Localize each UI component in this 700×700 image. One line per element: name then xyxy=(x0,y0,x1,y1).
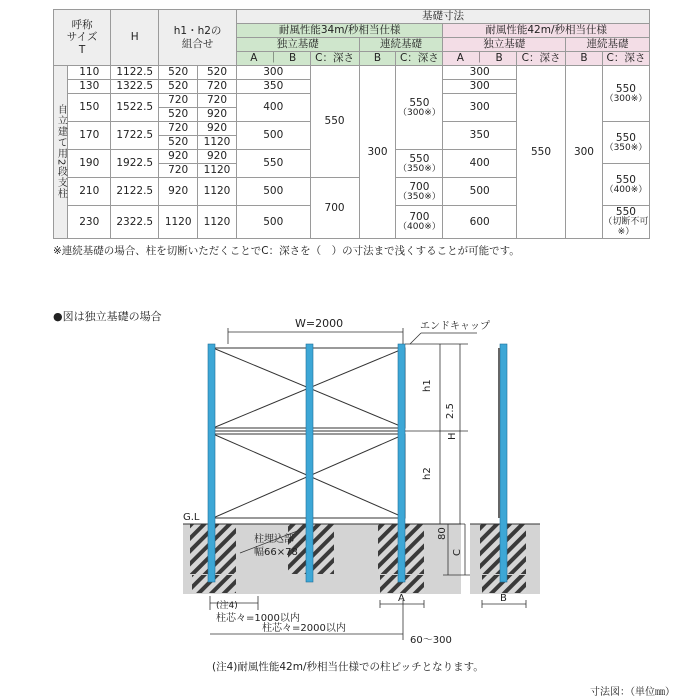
s42-con-c: 550 （300※） xyxy=(602,66,649,122)
dim-25-label: 2.5 xyxy=(445,403,456,419)
row-h2: 1120 xyxy=(198,164,237,178)
side-label: 自立建て用2段支柱 xyxy=(54,66,68,239)
row-t: 130 xyxy=(68,80,111,94)
row-h1: 520 xyxy=(159,66,198,80)
s34-con-c: 550 （350※） xyxy=(396,150,443,178)
row-h1: 920 xyxy=(159,178,198,206)
s34-ind-c: 700 xyxy=(310,178,359,239)
spec34-con-b-header: B xyxy=(359,52,396,66)
post xyxy=(208,344,215,582)
row-h2: 1120 xyxy=(198,136,237,150)
note4-label: (注4) xyxy=(216,601,238,611)
h-label: H xyxy=(447,432,458,440)
row-h2: 1120 xyxy=(198,178,237,206)
spec42-header: 耐風性能42m/秒相当仕様 xyxy=(443,24,650,38)
embed-label-2: 幅66×78 xyxy=(254,547,298,558)
row-h2: 720 xyxy=(198,80,237,94)
row-h: 1322.5 xyxy=(111,80,159,94)
row-h2: 720 xyxy=(198,94,237,108)
row-t: 190 xyxy=(68,150,111,178)
s34-ab: 350 xyxy=(236,80,310,94)
spec42-con-c-header: C：深さ xyxy=(602,52,649,66)
s34-ab: 500 xyxy=(236,206,310,239)
row-t: 110 xyxy=(68,66,111,80)
spec42-con-b-header: B xyxy=(566,52,603,66)
end-cap-label: エンドキャップ xyxy=(420,321,490,332)
row-h1: 520 xyxy=(159,136,198,150)
side-panel xyxy=(498,348,500,518)
s42-ab: 400 xyxy=(443,150,517,178)
s34-ab: 550 xyxy=(236,150,310,178)
spec42-independent-header: 独立基礎 xyxy=(443,38,566,52)
s42-con-b: 300 xyxy=(566,66,603,239)
h1-label: h1 xyxy=(422,379,433,392)
spec34-con-c-header: C：深さ xyxy=(396,52,443,66)
row-t: 150 xyxy=(68,94,111,122)
row-h1: 920 xyxy=(159,150,198,164)
size-header: 呼称 サイズ T xyxy=(54,10,111,66)
foundation-header: 基礎寸法 xyxy=(236,10,649,24)
embed-label-1: 柱埋込部 xyxy=(254,534,294,545)
row-h: 1122.5 xyxy=(111,66,159,80)
s34-ab: 500 xyxy=(236,178,310,206)
row-h1: 720 xyxy=(159,94,198,108)
row-h2: 920 xyxy=(198,150,237,164)
s34-ab: 300 xyxy=(236,66,310,80)
row-t: 170 xyxy=(68,122,111,150)
h1h2-header: h1・h2の 組合せ xyxy=(159,10,237,66)
pitch-1000-label: 柱芯々=1000以内 xyxy=(216,613,300,624)
spec42-c-header: C：深さ xyxy=(517,52,566,66)
s42-con-c: 550 （400※） xyxy=(602,164,649,206)
spec34-a-b-header: A ｜ B xyxy=(236,52,310,66)
s34-con-c: 700 （400※） xyxy=(396,206,443,239)
s34-con-c: 700 （350※） xyxy=(396,178,443,206)
row-h1: 720 xyxy=(159,122,198,136)
diagram-title: ●図は独立基礎の場合 xyxy=(53,310,162,323)
b-label: B xyxy=(500,593,507,604)
s42-ab: 300 xyxy=(443,66,517,80)
table-note: ※連続基礎の場合、柱を切断いただくことでC：深さを（ ）の寸法まで浅くすることが可能です。 xyxy=(53,245,520,257)
row-h1: 520 xyxy=(159,108,198,122)
s34-ab: 400 xyxy=(236,94,310,122)
s42-ab: 300 xyxy=(443,94,517,122)
row-h: 2122.5 xyxy=(111,178,159,206)
row-h1: 720 xyxy=(159,164,198,178)
gl-label: G.L xyxy=(183,512,200,523)
spec34-continuous-header: 連続基礎 xyxy=(359,38,443,52)
s34-ind-c: 550 xyxy=(310,66,359,178)
width-label: W=2000 xyxy=(295,317,344,330)
s42-ind-c: 550 xyxy=(517,66,566,239)
offset-label: 60～300 xyxy=(410,635,452,646)
s42-ab: 350 xyxy=(443,122,517,150)
row-h: 1722.5 xyxy=(111,122,159,150)
s42-ab: 500 xyxy=(443,178,517,206)
row-h: 1922.5 xyxy=(111,150,159,178)
unit-label: 寸法図：（単位㎜） xyxy=(590,687,675,698)
row-t: 230 xyxy=(68,206,111,239)
a-label: A xyxy=(398,593,405,604)
s34-con-b: 300 xyxy=(359,66,396,239)
row-h2: 1120 xyxy=(198,206,237,239)
row-h2: 920 xyxy=(198,122,237,136)
row-h2: 520 xyxy=(198,66,237,80)
post xyxy=(398,344,405,582)
c-label: C xyxy=(452,549,463,556)
s34-ab: 500 xyxy=(236,122,310,150)
row-t: 210 xyxy=(68,178,111,206)
s42-ab: 300 xyxy=(443,80,517,94)
post xyxy=(306,344,313,582)
spec34-header: 耐風性能34m/秒相当仕様 xyxy=(236,24,442,38)
spec34-c-header: C：深さ xyxy=(310,52,359,66)
s34-con-c: 550 （300※） xyxy=(396,66,443,150)
post-side xyxy=(500,344,507,582)
row-h: 1522.5 xyxy=(111,94,159,122)
row-h1: 1120 xyxy=(159,206,198,239)
spec42-continuous-header: 連続基礎 xyxy=(566,38,650,52)
spec34-independent-header: 独立基礎 xyxy=(236,38,359,52)
s42-con-c: 550 （350※） xyxy=(602,122,649,164)
h2-label: h2 xyxy=(422,467,433,480)
dim-80-label: 80 xyxy=(437,527,448,540)
spec42-a-b-header: A ｜ B xyxy=(443,52,517,66)
row-h1: 520 xyxy=(159,80,198,94)
pitch-2000-label: 柱芯々=2000以内 xyxy=(262,623,346,634)
row-h: 2322.5 xyxy=(111,206,159,239)
h-header: H xyxy=(111,10,159,66)
s42-ab: 600 xyxy=(443,206,517,239)
row-h2: 920 xyxy=(198,108,237,122)
footnote: (注4)耐風性能42m/秒相当仕様での柱ピッチとなります。 xyxy=(212,661,484,673)
s42-con-c: 550 （切断不可※） xyxy=(603,206,649,237)
